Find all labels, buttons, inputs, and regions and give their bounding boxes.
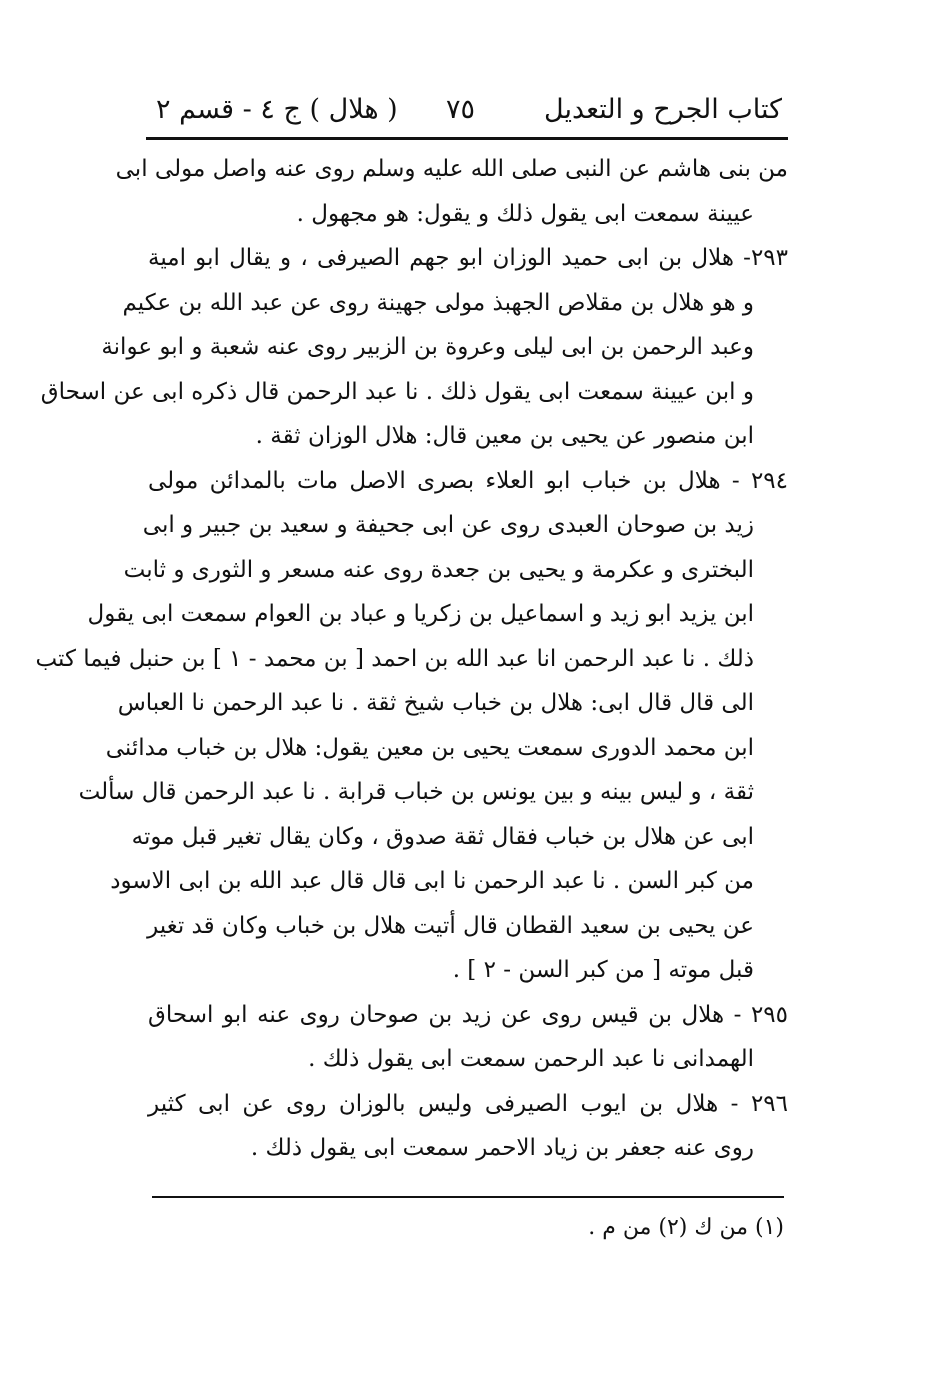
- text-line: ذلك . نا عبد الرحمن انا عبد الله بن احمد [ بن محمد - ١ ] بن حنبل فيما كتب: [35, 645, 754, 672]
- text-line: ابن منصور عن يحيى بن معين قال: هلال الوزان ثقة .: [255, 423, 754, 449]
- footnote-rule: [152, 1196, 784, 1198]
- text-line: الى قال قال ابى: هلال بن خباب شيخ ثقة . نا عبد الرحمن نا العباس: [117, 690, 754, 716]
- text-line: وعبد الرحمن بن ابى ليلى وعروة بن الزبير روى عنه شعبة و ابو عوانة: [101, 334, 754, 360]
- entry-294-line: ٢٩٤ - هلال بن خباب ابو العلاء بصرى الاصل مات بالمدائن مولى: [148, 467, 788, 494]
- text-line: ابن يزيد ابو زيد و اسماعيل بن زكريا و عباد بن العوام سمعت ابى يقول: [87, 601, 754, 627]
- entry-293-line: ٢٩٣- هلال بن ابى حميد الوزان ابو جهم الصيرفى ، و يقال ابو امية: [148, 245, 788, 271]
- text-line: عيينة سمعت ابى يقول ذلك و يقول: هو مجهول .: [296, 200, 754, 227]
- text-line: عن يحيى بن سعيد القطان قال أتيت هلال بن خباب وكان قد تغير: [147, 912, 754, 939]
- text-line: و ابن عيينة سمعت ابى يقول ذلك . نا عبد الرحمن قال ذكره ابى عن اسحاق: [40, 378, 754, 405]
- main-text: [35, 147, 788, 1171]
- book-title: كتاب الجرح و التعديل: [544, 94, 782, 125]
- page-header: [146, 88, 786, 136]
- header-rule: [146, 137, 788, 140]
- text-line: من كبر السن . نا عبد الرحمن نا ابى قال قال عبد الله بن ابى الاسود: [110, 868, 754, 894]
- page-number: ٧٥: [446, 94, 476, 125]
- text-line: الهمدانى نا عبد الرحمن سمعت ابى يقول ذلك .: [308, 1046, 754, 1072]
- text-line: البخترى و عكرمة و يحيى بن جعدة روى عنه مسعر و الثورى و ثابت: [123, 556, 754, 583]
- text-line: و هو هلال بن مقلاص الجهبذ مولى جهينة روى عن عبد الله بن عكيم: [122, 289, 754, 316]
- text-line: روى عنه جعفر بن زياد الاحمر سمعت ابى يقول ذلك .: [250, 1135, 754, 1161]
- text-line: زيد بن صوحان العبدى روى عن ابى جحيفة و سعيد بن جبير و ابى: [142, 512, 754, 538]
- section-label: ( هلال ) ج ٤ - قسم ٢: [156, 94, 398, 125]
- entry-295-line: ٢٩٥ - هلال بن قيس روى عن زيد بن صوحان روى عنه ابو اسحاق: [148, 1001, 788, 1028]
- text-line: ابن محمد الدورى سمعت يحيى بن معين يقول: هلال بن خباب مدائنى: [105, 734, 754, 761]
- text-line: قبل موته [ من كبر السن - ٢ ] .: [452, 957, 754, 983]
- text-line: من بنى هاشم عن النبى صلى الله عليه وسلم روى عنه واصل مولى ابى: [115, 156, 788, 182]
- text-line: ابى عن هلال بن خباب فقال ثقة صدوق ، وكان يقال تغير قبل موته: [131, 823, 754, 850]
- entry-296-line: ٢٩٦ - هلال بن ايوب الصيرفى وليس بالوزان روى عن ابى كثير: [148, 1090, 788, 1117]
- footnote: (١) من ك (٢) من م .: [588, 1215, 784, 1240]
- text-line: ثقة ، و ليس بينه و بين يونس بن خباب قرابة . نا عبد الرحمن قال سألت: [78, 779, 754, 805]
